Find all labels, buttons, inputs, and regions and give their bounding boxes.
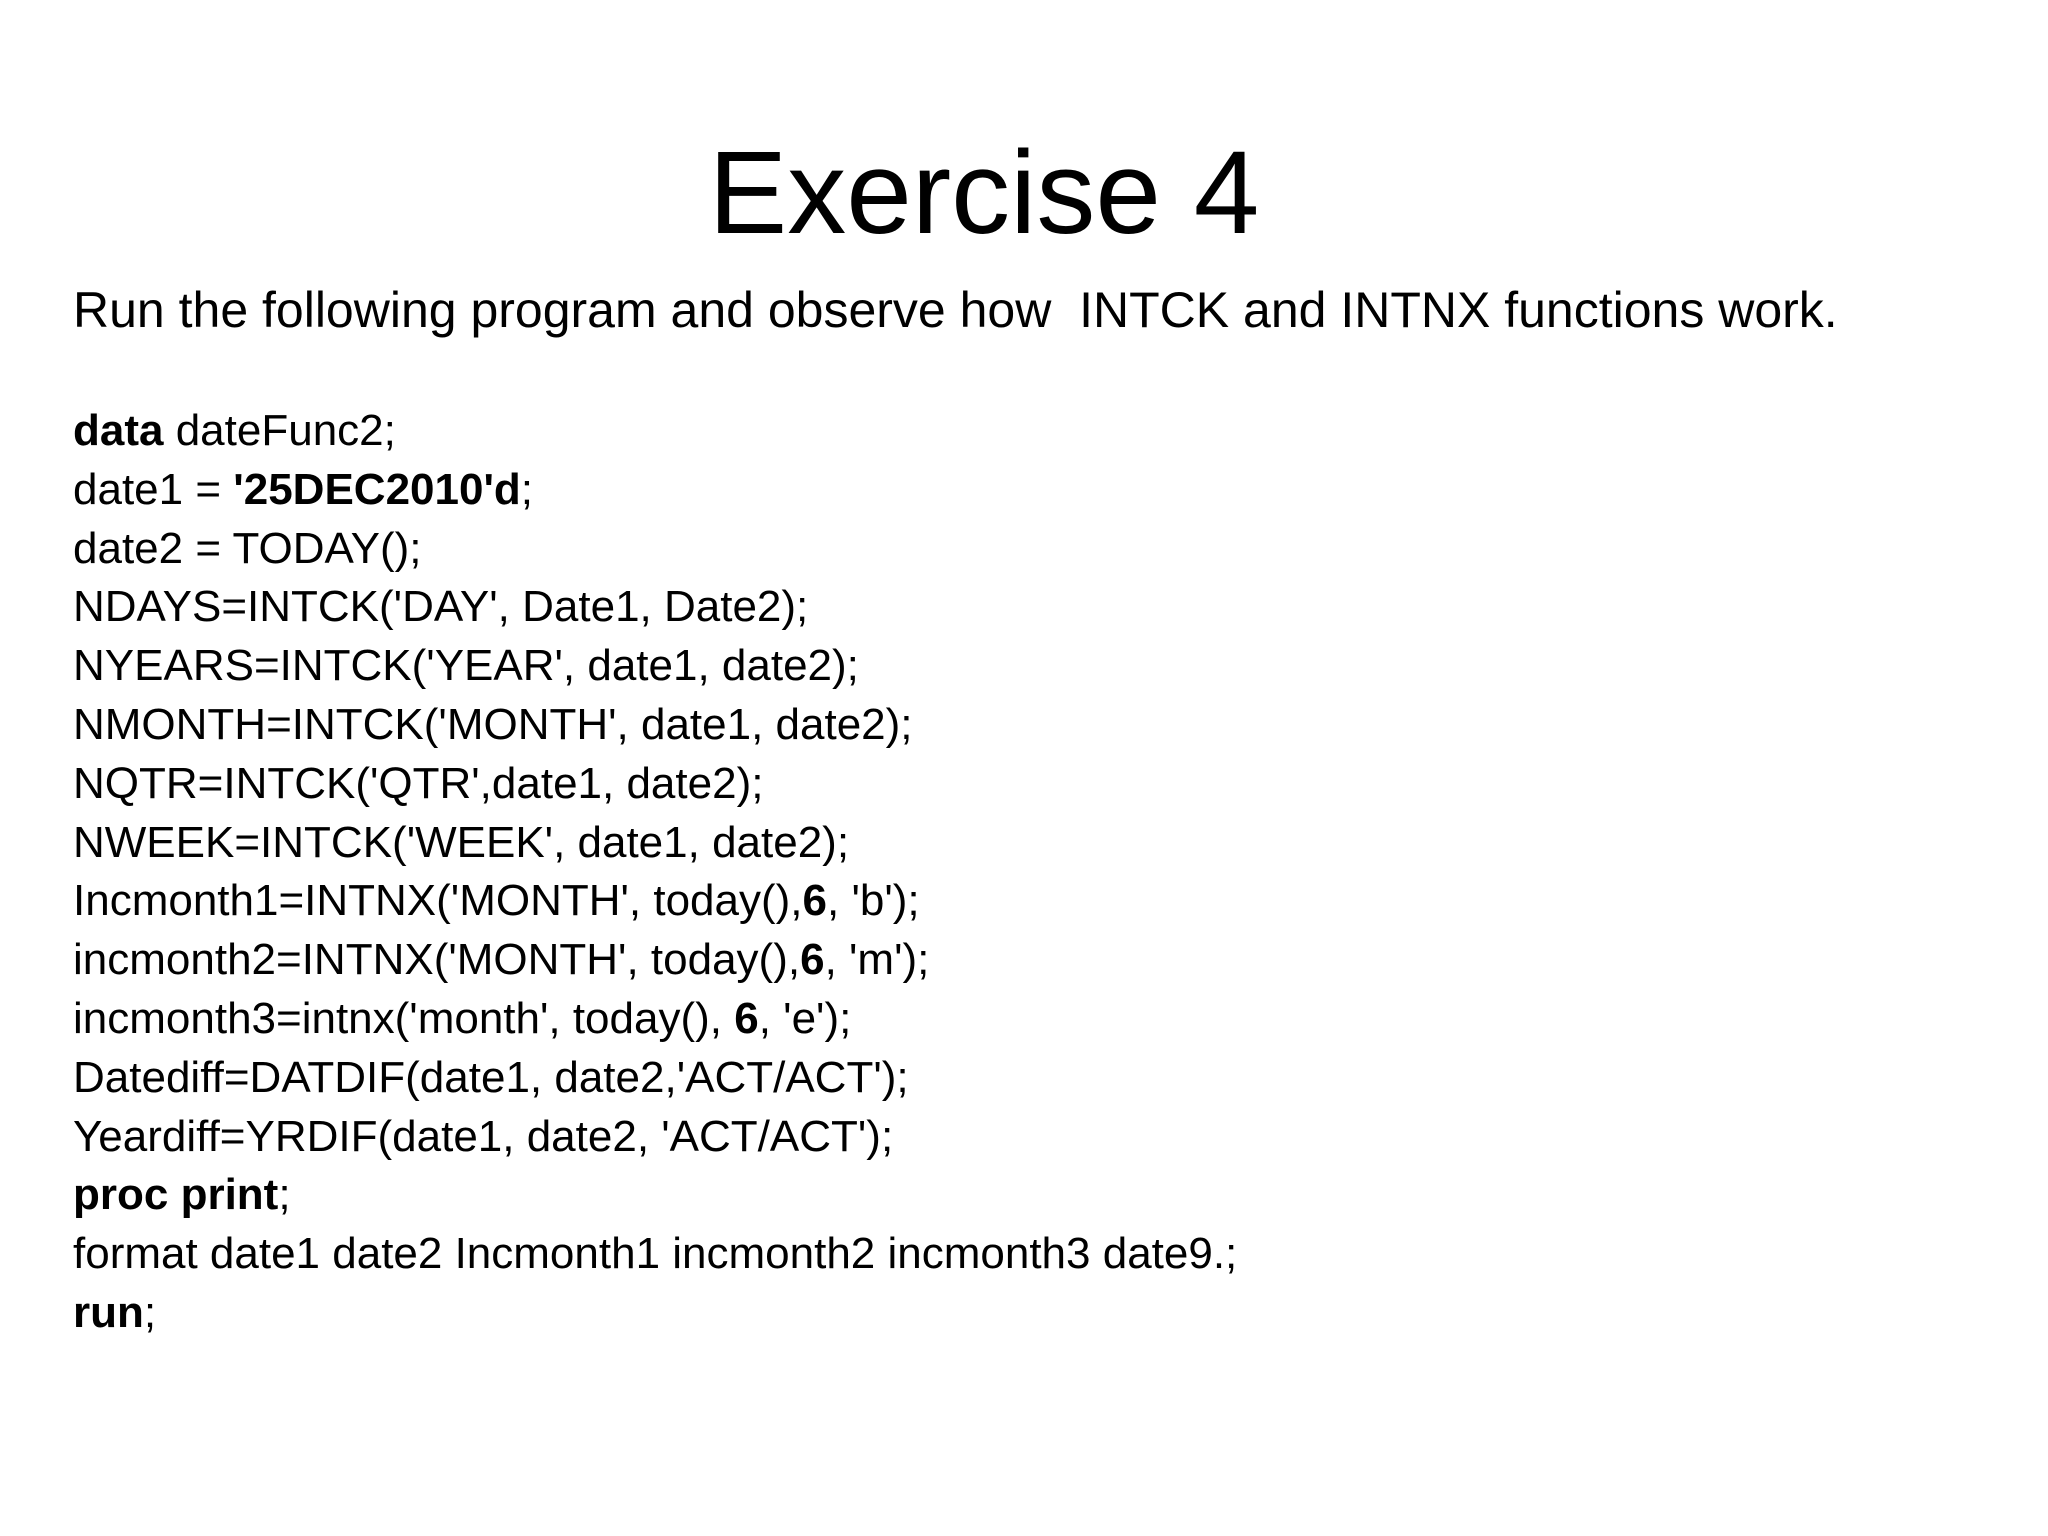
code-line-8: NWEEK=INTCK('WEEK', date1, date2); [73,817,850,867]
code-line-7: NQTR=INTCK('QTR',date1, date2); [73,758,764,808]
code-line-1 [73,402,1237,461]
code-text: ; [143,1287,157,1337]
slide-title [0,128,2048,258]
code-line-12: Datediff=DATDIF(date1, date2,'ACT/ACT'); [73,1052,909,1102]
code-line-6: NMONTH=INTCK('MONTH', date1, date2); [73,699,913,749]
code-line-15: format date1 date2 Incmonth1 incmonth2 incmonth3 date9.; [73,1229,1238,1279]
code-line-10 [73,931,1237,990]
code-number: 6 [734,993,759,1043]
code-text: incmonth2=INTNX('MONTH', today(), [73,935,801,985]
code-text: , 'm'); [824,935,930,985]
code-line-16 [73,1284,1237,1343]
code-line-4: NDAYS=INTCK('DAY', Date1, Date2); [73,582,809,632]
code-keyword: run [73,1287,144,1337]
code-line-11 [73,990,1237,1049]
slide-title-text: Exercise 4 [708,127,1260,259]
code-text: date1 = [73,464,234,514]
code-line-13: Yeardiff=YRDIF(date1, date2, 'ACT/ACT'); [73,1111,894,1161]
code-line-3: date2 = TODAY(); [73,523,422,573]
code-text: ; [520,464,534,514]
code-text: incmonth3=intnx('month', today(), [73,993,735,1043]
code-block [73,402,1237,1343]
code-text: , 'b'); [827,876,920,926]
code-text: , 'e'); [758,993,852,1043]
code-text: dateFunc2; [163,406,396,455]
code-text: ; [278,1170,291,1220]
code-keyword: proc print [73,1170,279,1220]
code-line-9 [73,872,1237,931]
code-line-5: NYEARS=INTCK('YEAR', date1, date2); [73,641,859,691]
code-line-2 [73,461,1237,520]
code-date-literal: '25DEC2010'd [233,464,521,514]
code-number: 6 [802,876,828,926]
code-line-14 [73,1166,1237,1225]
intro-text: Run the following program and observe how INTCK and INTNX functions work. [73,282,1838,338]
code-keyword: data [73,406,164,455]
code-number: 6 [800,935,825,985]
code-text: Incmonth1=INTNX('MONTH', today(), [73,876,803,926]
